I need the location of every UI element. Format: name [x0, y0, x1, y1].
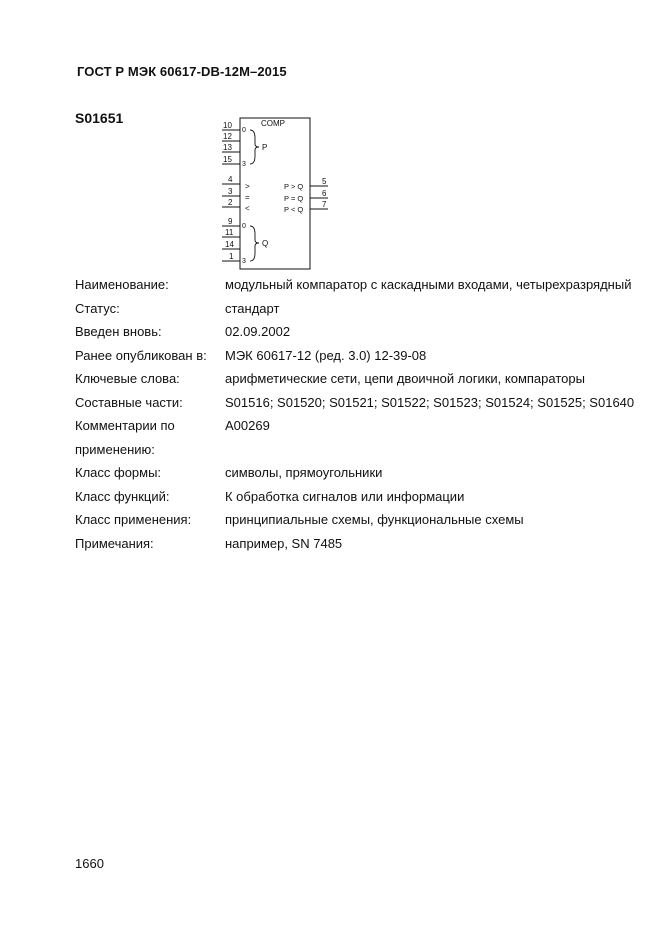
pin-q-3: 1 — [229, 252, 234, 261]
property-value: стандарт — [225, 300, 280, 316]
property-value: арифметические сети, цепи двоичной логики, компараторы — [225, 371, 585, 386]
p-brace — [250, 130, 259, 164]
p-mark-3: 3 — [242, 161, 246, 168]
property-key: Ключевые слова: — [75, 371, 180, 386]
page-number: 1660 — [75, 856, 104, 871]
property-row — [75, 297, 655, 321]
property-key: Статус: — [75, 300, 120, 316]
pin-q-1: 11 — [225, 228, 234, 237]
property-value: например, SN 7485 — [225, 535, 343, 551]
property-key: Составные части: — [75, 394, 183, 410]
p-inputs — [222, 121, 267, 168]
property-value — [225, 438, 655, 462]
property-row — [75, 414, 655, 438]
property-value: A00269 — [225, 418, 270, 433]
q-inputs — [222, 217, 268, 265]
output-pin-5: 5 — [322, 177, 327, 186]
property-row — [75, 508, 655, 532]
property-value: К обработка сигналов или информации — [225, 488, 465, 504]
property-row — [75, 367, 655, 391]
property-key: применению: — [75, 441, 155, 457]
property-value: МЭК 60617-12 (ред. 3.0) 12-39-08 — [225, 347, 427, 363]
property-key: Ранее опубликован в: — [75, 347, 207, 363]
cascade-inputs — [222, 175, 250, 213]
property-row — [75, 438, 655, 462]
output-pin-6: 6 — [322, 189, 327, 198]
cascade-sign-lt: < — [245, 204, 250, 213]
document-header: ГОСТ Р МЭК 60617-DB-12M–2015 — [77, 64, 287, 79]
pin-p-2: 13 — [223, 143, 232, 152]
property-row — [75, 391, 655, 415]
pin-q-2: 14 — [225, 240, 234, 249]
property-key: Наименование: — [75, 277, 169, 292]
output-label-lt: P < Q — [284, 205, 304, 214]
pin-q-0: 9 — [228, 217, 233, 226]
property-value: модульный компаратор с каскадными входами, четырехразрядный — [225, 277, 632, 292]
property-key: Класс формы: — [75, 465, 162, 480]
property-row — [75, 320, 655, 344]
q-mark-0: 0 — [242, 223, 246, 230]
property-key: Класс применения: — [75, 512, 192, 527]
pin-cascade-2: 2 — [228, 198, 233, 207]
property-value: принципиальные схемы, функциональные схемы — [225, 512, 524, 527]
property-key: Класс функций: — [75, 488, 170, 504]
output-label-eq: P = Q — [284, 194, 304, 203]
property-key: Примечания: — [75, 535, 154, 551]
cascade-sign-eq: = — [245, 193, 250, 202]
property-row — [75, 273, 655, 297]
q-brace — [250, 226, 259, 261]
property-value: символы, прямоугольники — [225, 465, 383, 480]
pin-cascade-1: 3 — [228, 187, 233, 196]
property-row — [75, 485, 655, 509]
p-mark-0: 0 — [242, 127, 246, 134]
property-row — [75, 461, 655, 485]
q-mark-3: 3 — [242, 258, 246, 265]
cascade-sign-gt: > — [245, 182, 250, 191]
outputs — [284, 177, 328, 214]
p-label: P — [262, 143, 268, 152]
pin-cascade-0: 4 — [228, 175, 233, 184]
symbol-title: COMP — [261, 119, 285, 128]
pin-p-1: 12 — [223, 132, 232, 141]
property-value: S01516; S01520; S01521; S01522; S01523; S01524; S01525; S01640 — [225, 394, 635, 410]
output-pin-7: 7 — [322, 200, 327, 209]
comparator-symbol-diagram — [214, 112, 334, 272]
pin-p-3: 15 — [223, 155, 232, 164]
pin-p-0: 10 — [223, 121, 232, 130]
properties-table — [75, 273, 655, 555]
property-key: Комментарии по — [75, 418, 175, 433]
property-key: Введен вновь: — [75, 324, 162, 339]
output-label-gt: P > Q — [284, 182, 304, 191]
symbol-code: S01651 — [75, 110, 124, 126]
property-row — [75, 532, 655, 556]
property-value: 02.09.2002 — [225, 324, 291, 339]
property-row — [75, 344, 655, 368]
q-label: Q — [262, 239, 269, 248]
